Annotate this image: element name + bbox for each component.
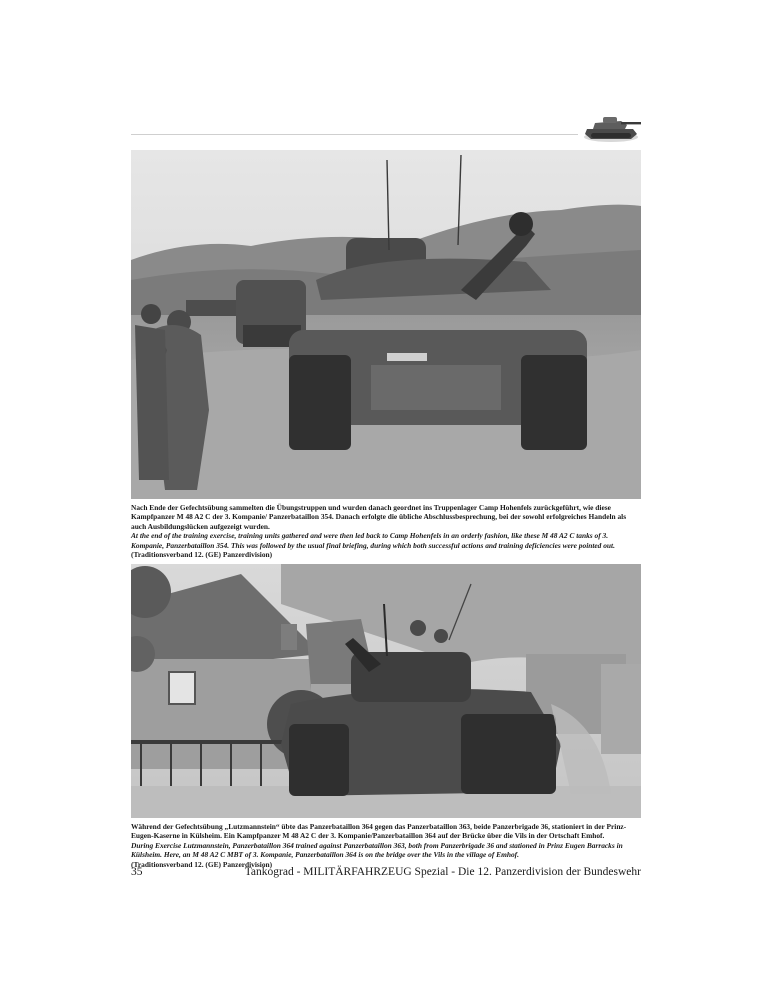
caption-german: Während der Gefechtsübung „Lutzmannstein“ übte das Panzerbataillon 364 gegen das Panzerbataillon 363, beide Panzerbrigade 36, stationiert in der Prinz-Eugen-Kaserne in Külsheim. Ein Kampfpanzer M 48 A2 C der 3. Kompanie/Panzerbataillon 364 auf der Brücke über die Vils in der Ortschaft Emhof. bbox=[131, 822, 627, 841]
caption-credit: (Traditionsverband 12. (GE) Panzerdivision) bbox=[131, 859, 273, 869]
tank-convoy-photo bbox=[131, 150, 641, 499]
page-footer bbox=[131, 865, 641, 879]
caption-english bbox=[131, 841, 641, 860]
tank-bridge-photo bbox=[131, 564, 641, 818]
page-number: 35 bbox=[131, 866, 143, 878]
tank-icon bbox=[581, 107, 641, 143]
running-title: Tankograd - MILITÄRFAHRZEUG Spezial - Die 12. Panzerdivision der Bundeswehr bbox=[244, 866, 641, 878]
caption-english bbox=[131, 531, 641, 550]
caption-english-text: At the end of the training exercise, training units gathered and were then led back to Camp Hohenfels in an orderly fashion, like these M 48 A2 C tanks of 3. Kompanie, Panzerbataillon 354. This was followed by the usual final briefing, during which both successful actions and training deficiencies were pointed out. bbox=[131, 531, 615, 550]
caption-credit: (Traditionsverband 12. (GE) Panzerdivision) bbox=[131, 550, 273, 560]
caption-german: Nach Ende der Gefechtsübung sammelten die Übungstruppen und wurden danach geordnet ins Truppenlager Camp Hohenfels zurückgeführt, wie diese Kampfpanzer M 48 A2 C der 3. Kompanie/ Panzerbataillon 354. Danach erfolgte die übliche Abschlussbesprechung, bei der sowohl erfolgreiches Handeln als auch Ausbildungslücken aufgezeigt wurden. bbox=[131, 503, 627, 531]
header-rule bbox=[131, 134, 578, 135]
caption-english-text: During Exercise Lutzmannstein, Panzerbataillon 364 trained against Panzerbataillon 363, both from Panzerbrigade 36 and stationed in Prinz Eugen Barracks in Külsheim. Here, an M 48 A2 C MBT of 3. Kompanie, Panzerbataillon 364 is on the bridge over the Vils in the village of Emhof. bbox=[131, 840, 623, 860]
photo-caption bbox=[131, 822, 641, 869]
photo-caption bbox=[131, 503, 641, 559]
